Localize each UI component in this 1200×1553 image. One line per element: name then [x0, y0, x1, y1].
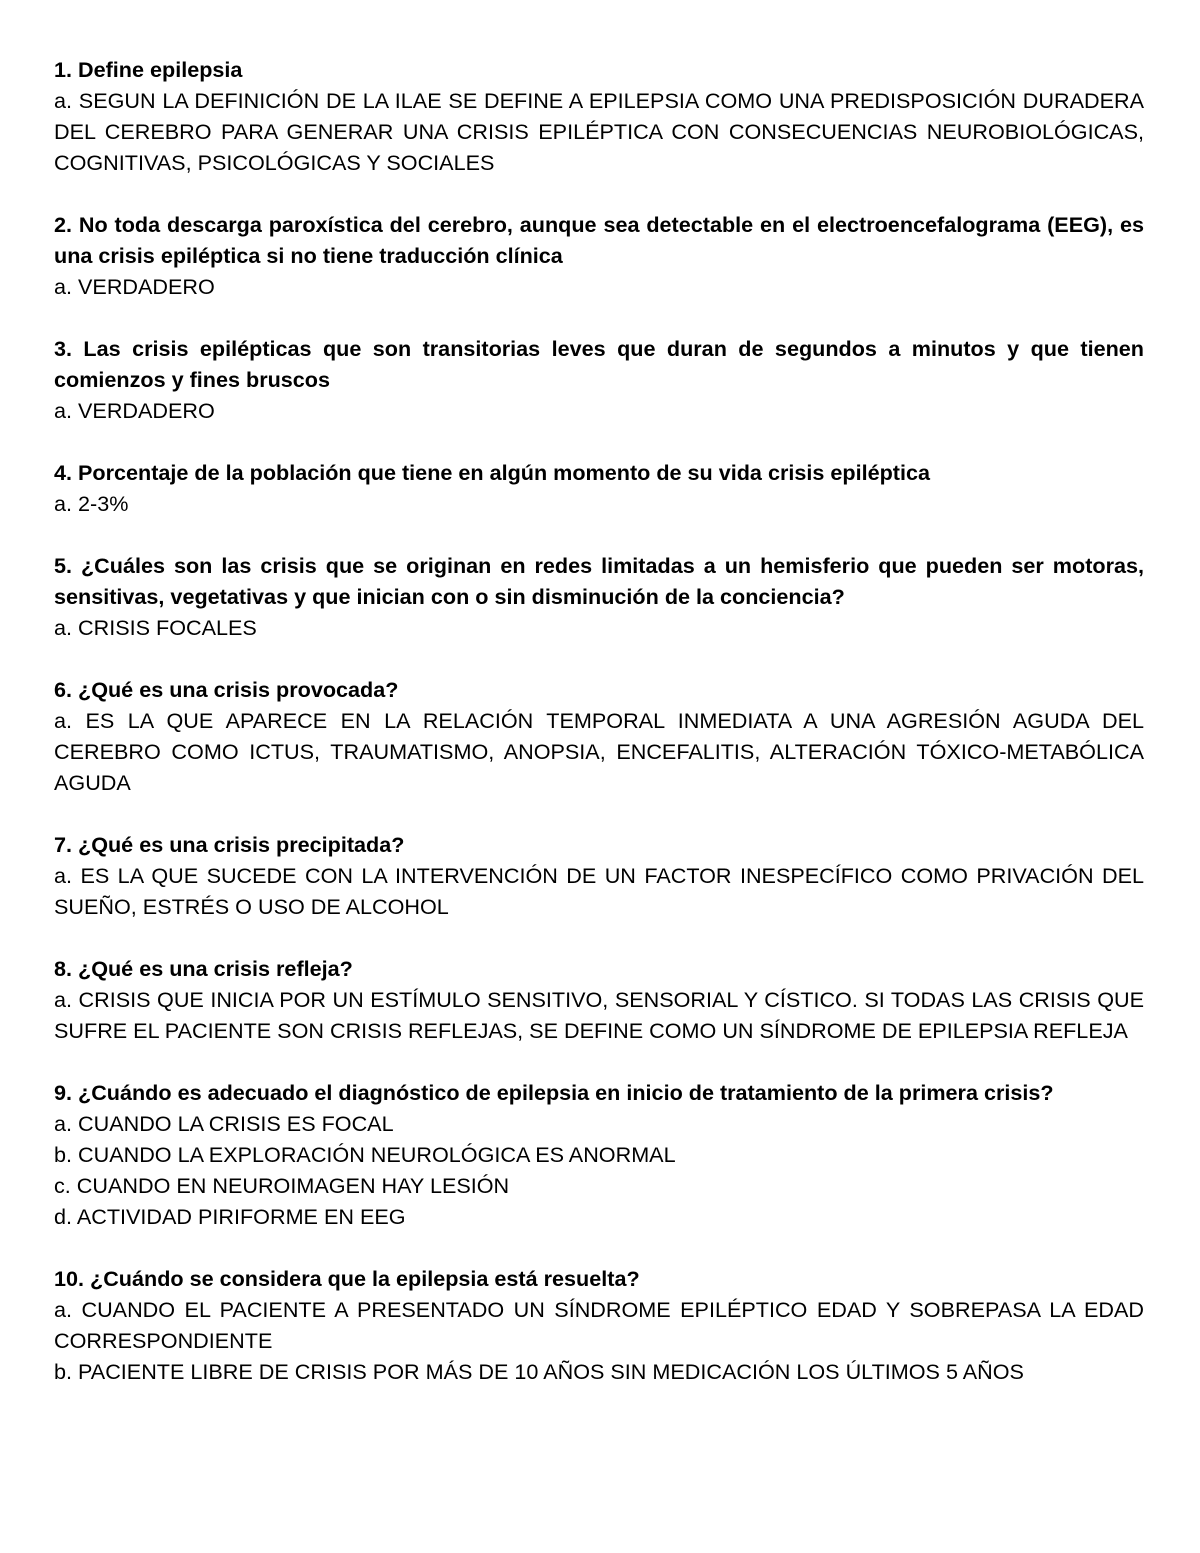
answer-option: a. CRISIS QUE INICIA POR UN ESTÍMULO SENSITIVO, SENSORIAL Y CÍSTICO. SI TODAS LAS CRISIS QUE SUFRE EL PACIENTE SON CRISIS REFLEJAS, SE DEFINE COMO UN SÍNDROME DE EPILEPSIA REFLEJA: [54, 987, 1144, 1043]
answer-option: a. ES LA QUE APARECE EN LA RELACIÓN TEMPORAL INMEDIATA A UNA AGRESIÓN AGUDA DEL CEREBRO COMO ICTUS, TRAUMATISMO, ANOPSIA, ENCEFALITIS, ALTERACIÓN TÓXICO-METABÓLICA AGUDA: [54, 708, 1144, 795]
question-block-1: [54, 54, 1144, 178]
answer-option: c. CUANDO EN NEUROIMAGEN HAY LESIÓN: [54, 1173, 510, 1198]
answer-option: a. CUANDO LA CRISIS ES FOCAL: [54, 1111, 394, 1136]
question-text: 4. Porcentaje de la población que tiene en algún momento de su vida crisis epiléptica: [54, 460, 930, 485]
question-block-7: [54, 829, 1144, 922]
answer-option: a. VERDADERO: [54, 398, 215, 423]
question-text: 8. ¿Qué es una crisis refleja?: [54, 956, 353, 981]
question-text: 6. ¿Qué es una crisis provocada?: [54, 677, 399, 702]
question-block-9: [54, 1077, 1144, 1232]
question-text: 2. No toda descarga paroxística del cerebro, aunque sea detectable en el electroencefalograma (EEG), es una crisis epiléptica si no tiene traducción clínica: [54, 212, 1144, 268]
question-block-8: [54, 953, 1144, 1046]
question-text: 10. ¿Cuándo se considera que la epilepsia está resuelta?: [54, 1266, 640, 1291]
question-text: 3. Las crisis epilépticas que son transitorias leves que duran de segundos a minutos y que tienen comienzos y fines bruscos: [54, 336, 1144, 392]
question-text: 7. ¿Qué es una crisis precipitada?: [54, 832, 405, 857]
answer-option: b. CUANDO LA EXPLORACIÓN NEUROLÓGICA ES ANORMAL: [54, 1142, 676, 1167]
question-block-2: [54, 209, 1144, 302]
question-block-10: [54, 1263, 1144, 1387]
question-text: 5. ¿Cuáles son las crisis que se originan en redes limitadas a un hemisferio que pueden ser motoras, sensitivas, vegetativas y que inician con o sin disminución de la conciencia?: [54, 553, 1144, 609]
question-block-6: [54, 674, 1144, 798]
question-block-3: [54, 333, 1144, 426]
answer-option: b. PACIENTE LIBRE DE CRISIS POR MÁS DE 10 AÑOS SIN MEDICACIÓN LOS ÚLTIMOS 5 AÑOS: [54, 1359, 1024, 1384]
answer-option: a. ES LA QUE SUCEDE CON LA INTERVENCIÓN DE UN FACTOR INESPECÍFICO COMO PRIVACIÓN DEL SUEÑO, ESTRÉS O USO DE ALCOHOL: [54, 863, 1144, 919]
answer-option: a. 2-3%: [54, 491, 129, 516]
answer-option: d. ACTIVIDAD PIRIFORME EN EEG: [54, 1204, 406, 1229]
answer-option: a. VERDADERO: [54, 274, 215, 299]
answer-option: a. CRISIS FOCALES: [54, 615, 257, 640]
question-block-4: [54, 457, 1144, 519]
question-block-5: [54, 550, 1144, 643]
answer-option: a. CUANDO EL PACIENTE A PRESENTADO UN SÍNDROME EPILÉPTICO EDAD Y SOBREPASA LA EDAD CORRESPONDIENTE: [54, 1297, 1144, 1353]
answer-option: a. SEGUN LA DEFINICIÓN DE LA ILAE SE DEFINE A EPILEPSIA COMO UNA PREDISPOSICIÓN DURADERA DEL CEREBRO PARA GENERAR UNA CRISIS EPILÉPTICA CON CONSECUENCIAS NEUROBIOLÓGICAS, COGNITIVAS, PSICOLÓGICAS Y SOCIALES: [54, 88, 1144, 175]
question-text: 1. Define epilepsia: [54, 57, 243, 82]
question-text: 9. ¿Cuándo es adecuado el diagnóstico de epilepsia en inicio de tratamiento de la primera crisis?: [54, 1080, 1054, 1105]
document-page: [54, 54, 1144, 1418]
